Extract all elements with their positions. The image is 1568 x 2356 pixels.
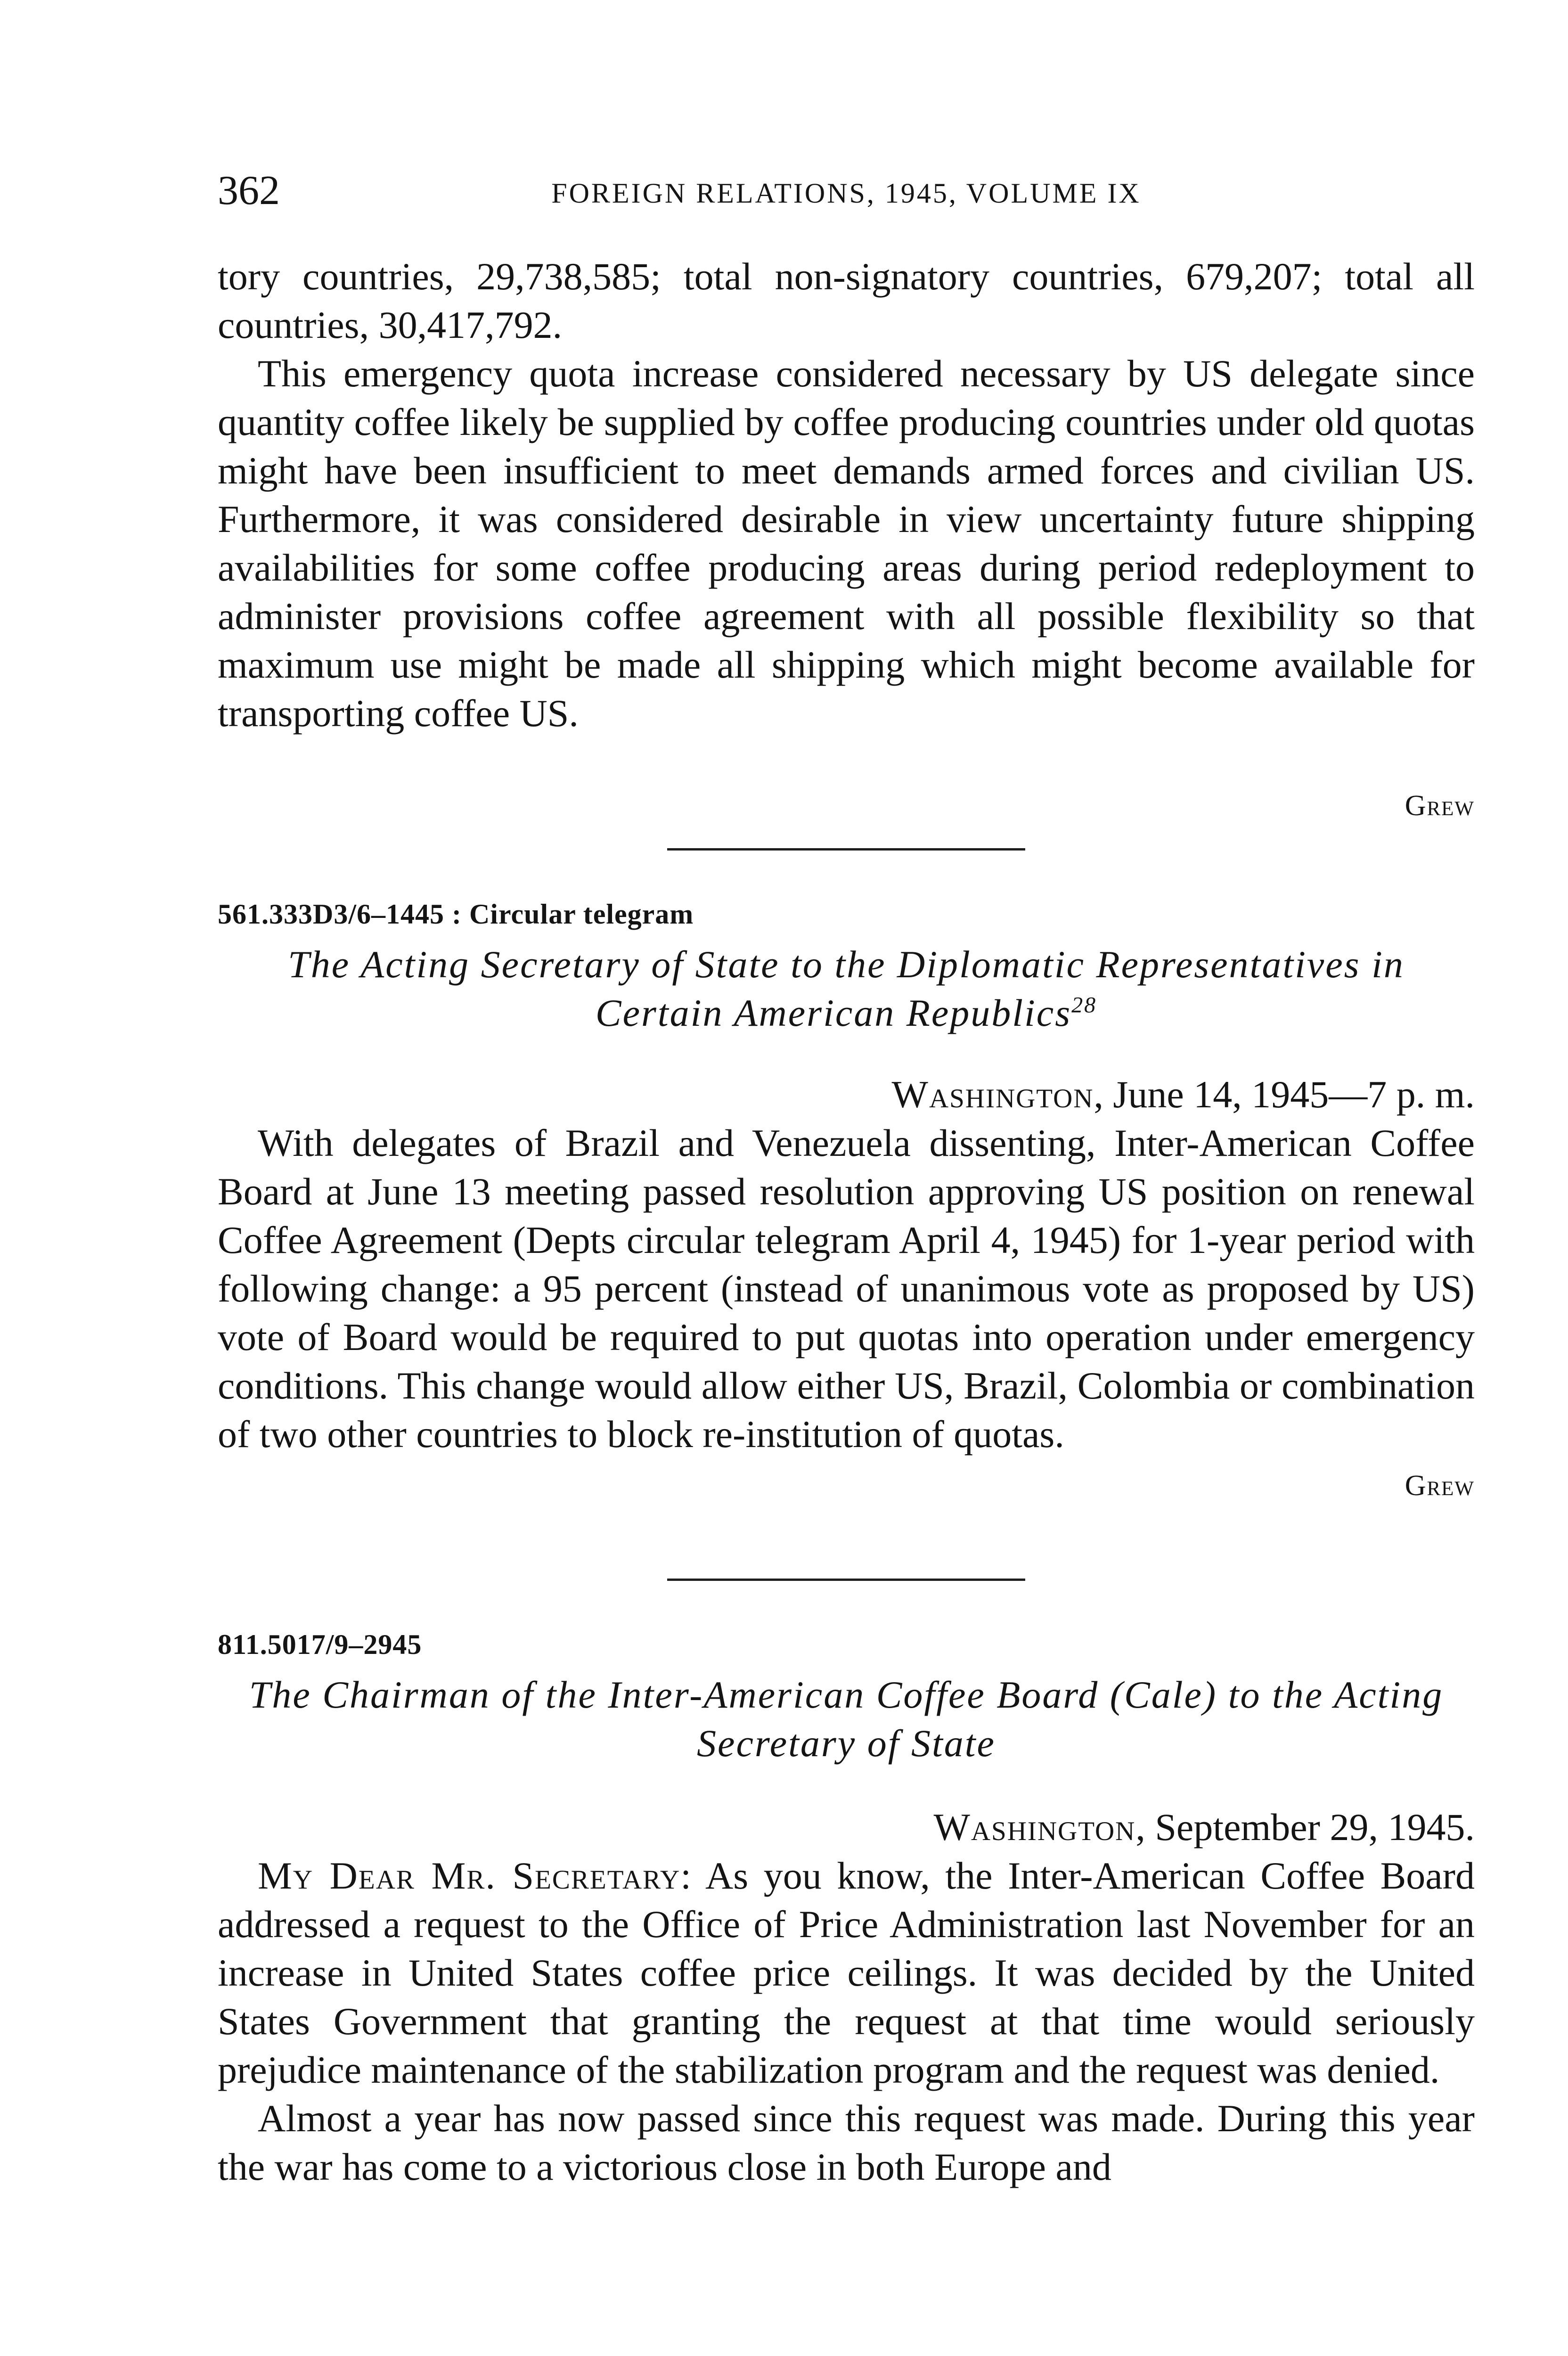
body-paragraph: Almost a year has now passed since this request was made. During this year the war has come to a victorious close in both Europe and [218,2097,1475,2188]
section-divider [667,1579,1025,1581]
running-head: FOREIGN RELATIONS, 1945, VOLUME IX [551,178,1141,209]
document-title: The Chairman of the Inter-American Coffee Board (Cale) to the Acting Secretary of State [249,1673,1444,1765]
footnote-marker: 28 [1071,992,1097,1018]
file-reference: 811.5017/9–2945 [218,1629,422,1660]
page-header [218,167,1475,219]
file-reference: 561.333D3/6–1445 : Circular telegram [218,899,694,930]
section-circular-telegram [218,893,1475,1509]
continuation-text: tory countries, 29,738,585; total non-signatory countries, 679,207; total all countries, 30,417,792. [218,255,1475,346]
signature: Grew [1405,790,1475,822]
section-chairman-letter [218,1623,1475,2191]
dateline: Washington, September 29, 1945. [933,1806,1475,1849]
body-paragraph: My Dear Mr. Secretary: As you know, the Inter-American Coffee Board addressed a request to the Office of Price Administration last November for an increase in United States coffee price ceilings. It was decided by the United States Government that granting the request at that time would seriously prejudice maintenance of the stabilization program and the request was denied. [218,1854,1475,2091]
signature: Grew [1405,1470,1475,1502]
body-paragraph: This emergency quota increase considered necessary by US delegate since quantity coffee likely be supplied by coffee producing countries under old quotas might have been insufficient to meet demands armed forces and civilian US. Furthermore, it was considered desirable in view uncertainty future shipping availabilities for some coffee producing areas during period redeployment to administer provisions coffee agreement with all possible flexibility so that maximum use might be made all shipping which might become available for transporting coffee US. [218,352,1475,735]
section-divider [667,848,1025,851]
body-paragraph: With delegates of Brazil and Venezuela dissenting, Inter-American Coffee Board at June 13 meeting passed resolution approving US position on renewal Coffee Agreement (Depts circular telegram April 4, 1945) for 1-year period with following change: a 95 percent (instead of unanimous vote as proposed by US) vote of Board would be required to put quotas into operation under emergency conditions. This change would allow either US, Brazil, Colombia or combination of two other countries to block re-institution of quotas. [218,1121,1475,1456]
document-title: The Acting Secretary of State to the Diplomatic Representatives in Certain American Republics$^{28}$ [288,943,1405,1034]
page-number: 362 [218,168,280,213]
salutation: My Dear Mr. Secretary: [258,1854,692,1897]
section-grew-continuation [218,252,1475,737]
dateline: Washington, June 14, 1945—7 p. m. [891,1073,1475,1116]
